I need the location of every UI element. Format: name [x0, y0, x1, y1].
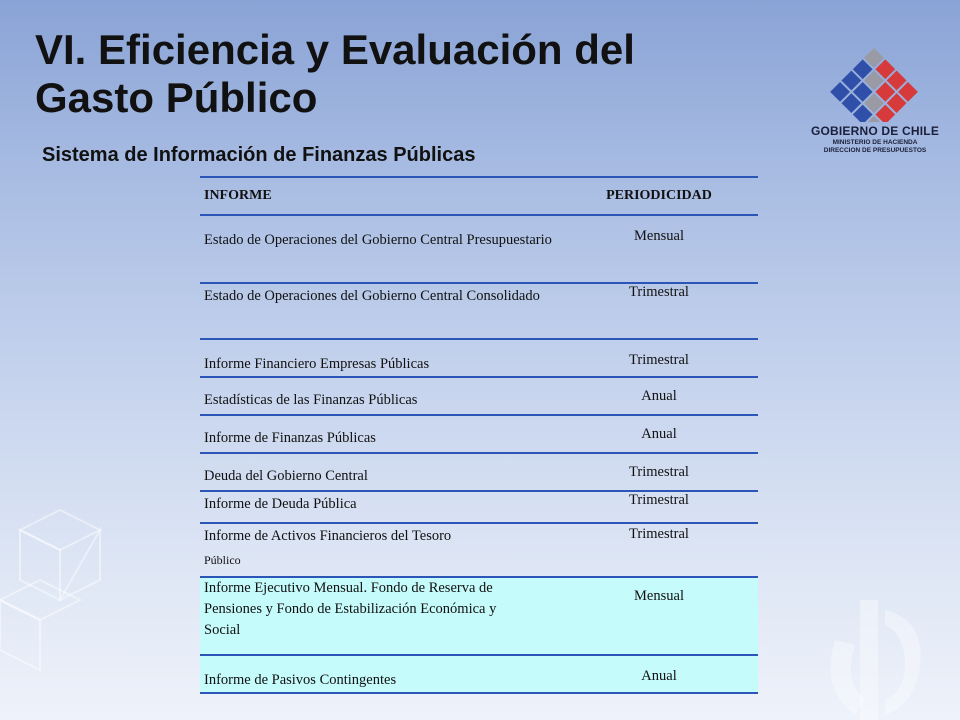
- table-row: [200, 415, 758, 453]
- header-periodicidad: PERIODICIDAD: [560, 177, 758, 215]
- table-row: [200, 655, 758, 693]
- report-period: Trimestral: [560, 453, 758, 491]
- report-period: Mensual: [560, 215, 758, 283]
- report-period: Anual: [560, 377, 758, 415]
- report-name: Estado de Operaciones del Gobierno Central Presupuestario: [200, 215, 560, 283]
- report-name: Informe de Pasivos Contingentes: [200, 655, 560, 693]
- report-name: Estadísticas de las Finanzas Públicas: [200, 377, 560, 415]
- report-name: Informe Financiero Empresas Públicas: [200, 339, 560, 377]
- report-name: Estado de Operaciones del Gobierno Central Consolidado: [200, 283, 560, 339]
- report-period: Anual: [560, 655, 758, 693]
- report-name: Deuda del Gobierno Central: [200, 453, 560, 491]
- table-row: [200, 283, 758, 339]
- table-row: [200, 523, 758, 577]
- report-name-main: Informe de Activos Financieros del Tesoro: [204, 528, 452, 544]
- gobierno-de-chile-logo-icon: [818, 42, 930, 122]
- report-period: Anual: [560, 415, 758, 453]
- report-name: [200, 523, 560, 577]
- report-name: Informe Ejecutivo Mensual. Fondo de Reserva de Pensiones y Fondo de Estabilización Económica y Social: [200, 577, 560, 655]
- table-row: [200, 453, 758, 491]
- table-row: [200, 339, 758, 377]
- page-subtitle: Sistema de Información de Finanzas Públicas: [42, 144, 476, 166]
- table-row: [200, 577, 758, 655]
- report-name-continued: Público: [204, 553, 241, 567]
- table-header-row: [200, 177, 758, 215]
- report-period: Mensual: [560, 577, 758, 655]
- table-row: [200, 377, 758, 415]
- report-period: Trimestral: [560, 283, 758, 339]
- report-period: Trimestral: [560, 523, 758, 577]
- table-row: [200, 215, 758, 283]
- page-title: VI. Eficiencia y Evaluación del Gasto Público: [35, 26, 635, 121]
- logo-subtitle-ministry: MINISTERIO DE HACIENDA: [832, 139, 918, 146]
- logo-title: GOBIERNO DE CHILE: [810, 124, 940, 138]
- report-period: Trimestral: [560, 491, 758, 523]
- reports-table: [200, 176, 758, 694]
- report-period: Trimestral: [560, 339, 758, 377]
- report-name: Informe de Finanzas Públicas: [200, 415, 560, 453]
- table-row: [200, 491, 758, 523]
- report-name: Informe de Deuda Pública: [200, 491, 560, 523]
- header-informe: INFORME: [200, 177, 560, 215]
- logo-subtitle-direction: DIRECCION DE PRESUPUESTOS: [823, 147, 927, 154]
